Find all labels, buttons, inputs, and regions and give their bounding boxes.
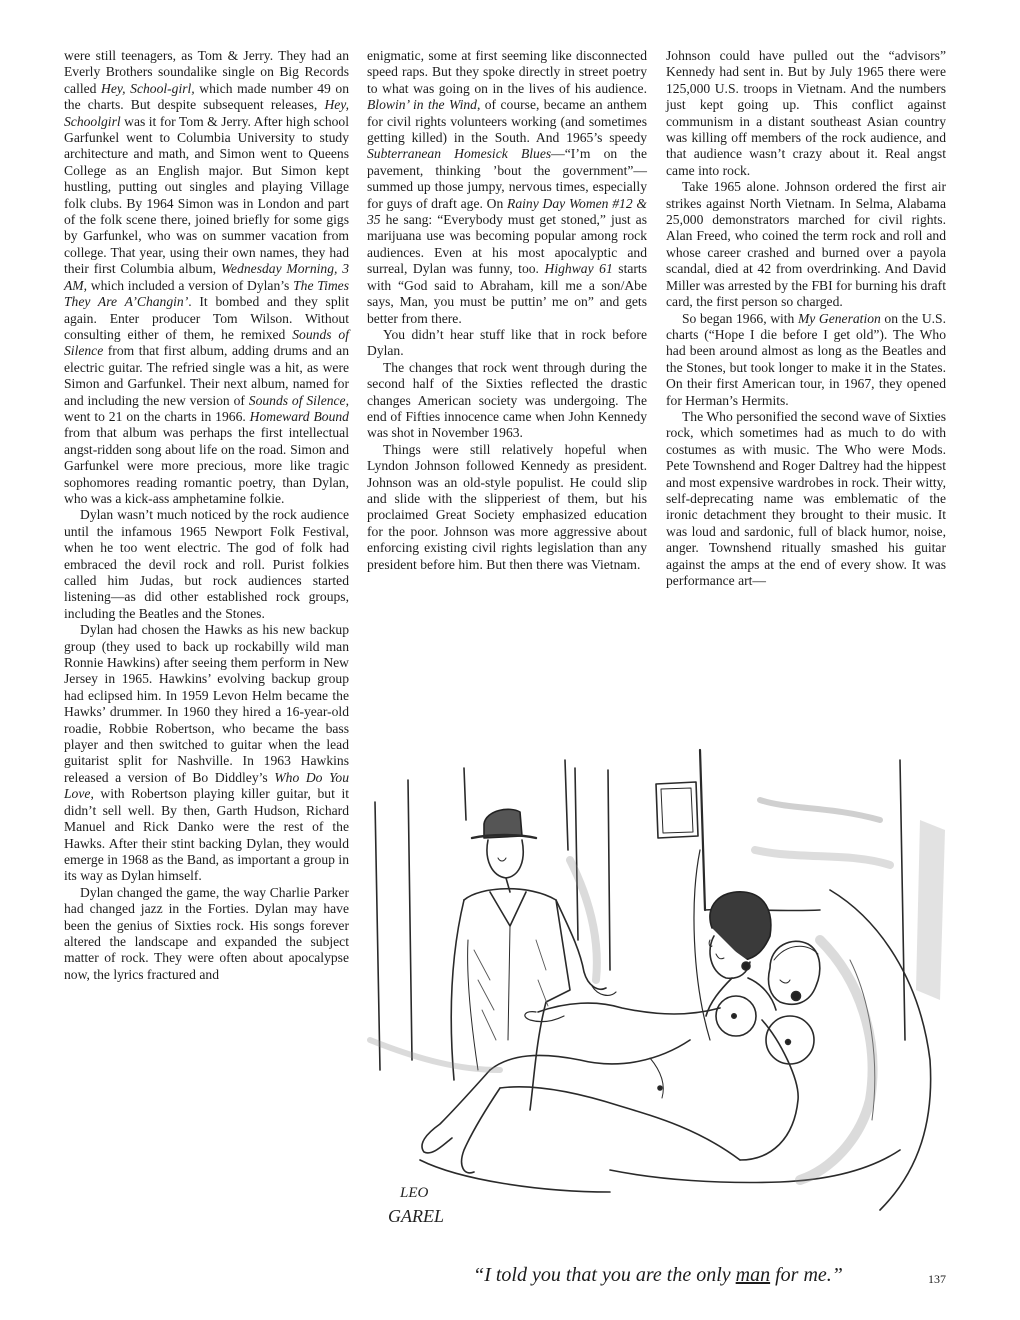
text-column-2 xyxy=(367,48,647,573)
page-number: 137 xyxy=(928,1272,946,1286)
artist-signature: LEO xyxy=(400,1185,429,1201)
paragraph-c2p4: Things were still relatively hopeful when Lyndon Johnson followed Kennedy as president. Johnson was an old-style populist. He could slip and slide with the slipperiest of them, but his proclaimed Great Society emphasized education for the poor. Johnson was more aggressive about enforcing existing civil rights legislation than any president before him. But then there was Vietnam. xyxy=(367,441,647,572)
cartoon-illustration xyxy=(360,740,956,1250)
paragraph-c2p1: enigmatic, some at first seeming like disconnected speed raps. But they spoke directly in street poetry to what was going on in the lives of his audience. Blowin’ in the Wind, of course, became an anthem for civil rights volunteers working (and sometimes getting killed) in the South. And 1965’s speedy Subterranean Homesick Blues—“I’m on the pavement, thinking ’bout the government”—summed up those jumpy, nervous times, especially for guys of draft age. On Rainy Day Women #12 & 35 he sang: “Everybody must get stoned,” just as marijuana use was becoming popular among rock audiences. Even at his most apocalyptic and surreal, Dylan was funny, too. Highway 61 starts with “God said to Abraham, kill me a son/Abe says, Man, you must be puttin’ me on” and gets better from there. xyxy=(367,48,648,326)
paragraph-c2p3: The changes that rock went through during the second half of the Sixties reflected the drastic changes American society was undergoing. The end of Fifties innocence came when John Kennedy was shot in November 1963. xyxy=(367,359,647,441)
paragraph-c3p2: Take 1965 alone. Johnson ordered the first air strikes against North Vietnam. In Selma, Alabama 25,000 demonstrators marched for civil rights. Alan Freed, who coined the term rock and roll and whose career crashed and burned over a payola scandal, died at 42 from overdrinking. And David Miller was arrested by the FBI for burning his draft card, the first person so charged. xyxy=(666,179,946,310)
caption-underlined-word: man xyxy=(735,1264,771,1286)
paragraph-c2p2: You didn’t hear stuff like that in rock before Dylan. xyxy=(367,326,647,359)
cartoon-caption: “I told you that you are the only man for me.” xyxy=(473,1264,843,1286)
paragraph-c1p3: Dylan had chosen the Hawks as his new backup group (they used to back up rockabilly wild man Ronnie Hawkins) after seeing them perform in New Jersey in 1965. Hawkins’ evolving backup group had eclipsed him. In 1959 Levon Helm became the Hawks’ drummer. In 1960 they hired a 16-year-old roadie, Robbie Robertson, who became the bass player and then switched to guitar when the lead guitarist split for Nashville. In 1963 Hawkins released a version of Bo Diddley’s Who Do You Love, with Robertson playing killer guitar, but it didn’t sell well. By then, Garth Hudson, Richard Manuel and Rick Danko were the rest of the Hawks. After their stint backing Dylan, they would emerge in 1968 as the Band, as important a group in its way as Dylan himself. xyxy=(64,622,349,884)
paragraph-c3p1: Johnson could have pulled out the “advisors” Kennedy had sent in. But by July 1965 there were 125,000 U.S. troops in Vietnam. And the numbers just kept going up. This conflict against communism in a distant southeast Asian country was killing off members of the rock audience, and that audience wasn’t crazy about it. Real angst came into rock. xyxy=(666,48,946,178)
text-column-3 xyxy=(666,48,946,589)
paragraph-c3p3: So began 1966, with My Generation on the U.S. charts (“Hope I die before I get old”). The Who had been around almost as long as the Beatles and the Stones, but took longer to make it in the States. On their first American tour, in 1967, they opened for Herman’s Hermits. xyxy=(666,310,946,408)
artist-signature-surname: GAREL xyxy=(388,1206,444,1226)
text-column-1 xyxy=(64,48,349,983)
paragraph-c1p4: Dylan changed the game, the way Charlie Parker had changed jazz in the Forties. Dylan may have been the genius of Sixties rock. His songs forever altered the landscape and expanded the subject matter of rock. They were often about apocalypse now, the lyrics fractured and xyxy=(64,884,349,982)
paragraph-c1p1: were still teenagers, as Tom & Jerry. They had an Everly Brothers soundalike single on Big Records called Hey, School-girl, which made number 49 on the charts. But despite subsequent releases, Hey, Schoolgirl was it for Tom & Jerry. After high school Garfunkel went to Columbia University to study architecture and math, and Simon went to Queens College as an English major. But Simon kept hustling, putting out singles and playing Village folk clubs. By 1964 Simon was in London and part of the folk scene there, joined briefly for some gigs by Garfunkel, who was on summer vacation from college. That year, using their own names, they had their first Columbia album, Wednesday Morning, 3 AM, which included a version of Dylan’s The Times They Are A’Changin’. It bombed and they split again. Enter producer Tom Wilson. Without consulting either of them, he remixed Sounds of Silence from that first album, adding drums and an electric guitar. The refried single was a hit, as were Simon and Garfunkel. Their next album, named for and including the new version of Sounds of Silence, went to 21 on the charts in 1966. Homeward Bound from that album was perhaps the first intellectual angst-ridden song about life on the road. Simon and Garfunkel were more precious, more like tragic sophomores reading romantic poetry, than Dylan, who was a kick-ass amphetamine folkie. xyxy=(64,48,349,506)
paragraph-c3p4: The Who personified the second wave of Sixties rock, which sometimes had as much to do with costumes as with music. The Who were Mods. Pete Townshend and Roger Daltrey had the hippest and most expensive wardrobes in rock. Their witty, self-deprecating name was emblematic of the ironic detachment they brought to their music. It was loud and sardonic, full of black humor, noise, anger. Townshend ritually smashed his guitar against the amps at the end of every show. It was performance art— xyxy=(666,408,946,588)
paragraph-c1p2: Dylan wasn’t much noticed by the rock audience until the infamous 1965 Newport Folk Festival, when he too went electric. The god of folk had embraced the devil rock and roll. Purist folkies called him Judas, but rock audiences started listening—as did other established rock groups, including the Beatles and the Stones. xyxy=(64,507,349,621)
